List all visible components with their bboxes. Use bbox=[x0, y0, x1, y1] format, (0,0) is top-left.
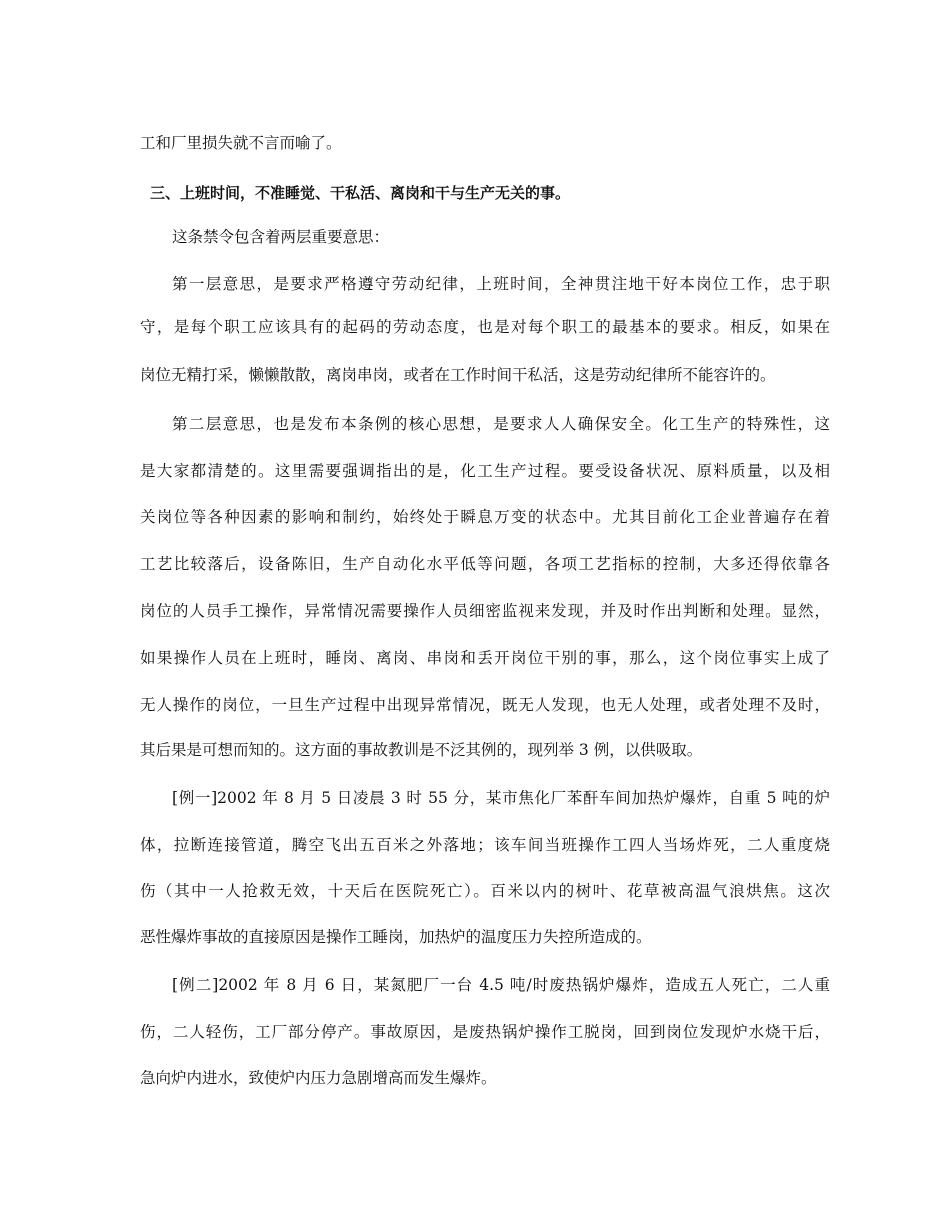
paragraph-line: 这条禁令包含着两层重要意思： bbox=[172, 228, 390, 246]
paragraph-line: 工和厂里损失就不言而喻了。 bbox=[140, 134, 342, 152]
paragraph-line: 岗位无精打采，懒懒散散，离岗串岗，或者在工作时间干私活，这是劳动纪律所不能容许的。 bbox=[140, 366, 776, 384]
paragraph-line: 恶性爆炸事故的直接原因是操作工睡岗，加热炉的温度压力失控所造成的。 bbox=[140, 928, 652, 946]
paragraph-line: 体，拉断连接管道，腾空飞出五百米之外落地；该车间当班操作工四人当场炸死，二人重度烧 bbox=[140, 836, 830, 854]
paragraph-line: 伤，二人轻伤，工厂部分停产。事故原因，是废热锅炉操作工脱岗，回到岗位发现炉水烧干后， bbox=[140, 1023, 830, 1041]
paragraph-line: 岗位的人员手工操作，异常情况需要操作人员细密监视来发现，并及时作出判断和处理。显然， bbox=[140, 602, 830, 620]
paragraph-line: 无人操作的岗位，一旦生产过程中出现异常情况，既无人发现，也无人处理，或者处理不及时， bbox=[140, 696, 830, 714]
paragraph-line: 其后果是可想而知的。这方面的事故教训是不泛其例的，现列举 3 例，以供吸取。 bbox=[140, 741, 703, 759]
paragraph-line: 守，是每个职工应该具有的起码的劳动态度，也是对每个职工的最基本的要求。相反，如果在 bbox=[140, 318, 830, 336]
paragraph-line: 如果操作人员在上班时，睡岗、离岗、串岗和丢开岗位干别的事，那么，这个岗位事实上成了 bbox=[140, 649, 830, 667]
paragraph-line: 第一层意思，是要求严格遵守劳动纪律，上班时间，全神贯注地干好本岗位工作，忠于职 bbox=[172, 275, 830, 293]
paragraph-line: 伤（其中一人抢救无效，十天后在医院死亡）。百米以内的树叶、花草被高温气浪烘焦。这次 bbox=[140, 882, 830, 900]
paragraph-line: [例一]2002 年 8 月 5 日凌晨 3 时 55 分，某市焦化厂苯酐车间加热炉爆炸，自重 5 吨的炉 bbox=[172, 789, 830, 807]
paragraph-line: 第二层意思，也是发布本条例的核心思想，是要求人人确保安全。化工生产的特殊性，这 bbox=[172, 415, 830, 433]
paragraph-line: 关岗位等各种因素的影响和制约，始终处于瞬息万变的状态中。尤其目前化工企业普遍存在着 bbox=[140, 508, 830, 526]
paragraph-line: [例二]2002 年 8 月 6 日，某氮肥厂一台 4.5 吨/时废热锅炉爆炸，造成五人死亡，二人重 bbox=[172, 976, 830, 994]
paragraph-line: 是大家都清楚的。这里需要强调指出的是，化工生产过程。要受设备状况、原料质量，以及相 bbox=[140, 462, 830, 480]
paragraph-line: 工艺比较落后，设备陈旧，生产自动化水平低等问题，各项工艺指标的控制，大多还得依靠各 bbox=[140, 555, 830, 573]
paragraph-line: 急向炉内进水，致使炉内压力急剧增高而发生爆炸。 bbox=[140, 1069, 497, 1087]
section-heading: 三、上班时间，不准睡觉、干私活、离岗和干与生产无关的事。 bbox=[150, 184, 571, 202]
